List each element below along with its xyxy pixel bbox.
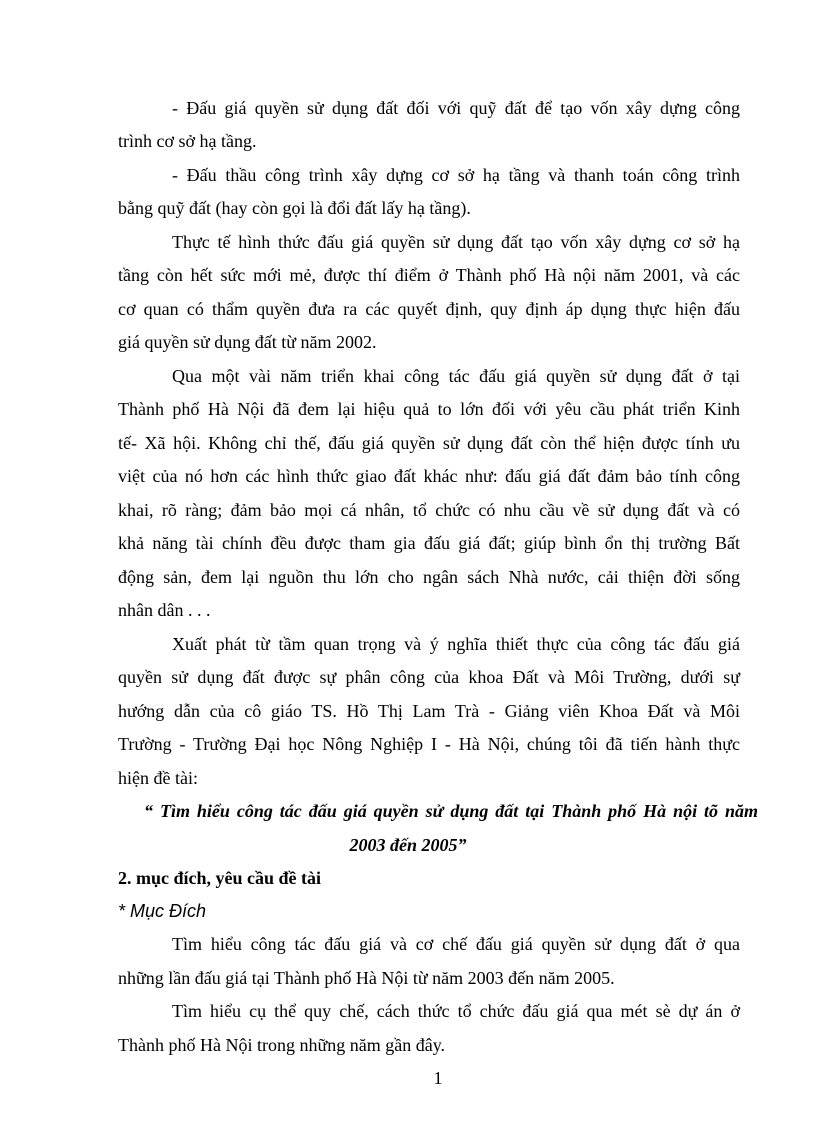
text-line: - Đấu thầu công trình xây dựng cơ sở hạ tầng và thanh toán công trình <box>172 165 740 185</box>
text-line: khả năng tài chính đều được tham gia đấu giá đất; giúp bình ổn thị trường Bất <box>118 533 740 553</box>
text-line: Thành phố Hà Nội đã đem lại hiệu quả to lớn đối với yêu cầu phát triển Kinh <box>118 399 740 419</box>
text-line: tế- Xã hội. Không chỉ thế, đấu giá quyền sử dụng đất còn thể hiện được tính ưu <box>118 433 740 453</box>
page-number: 1 <box>433 1068 443 1088</box>
text-line: khai, rõ ràng; đảm bảo mọi cá nhân, tổ chức có nhu cầu về sử dụng đất và có <box>118 500 740 520</box>
text-line: quyền sử dụng đất được sự phân công của khoa Đất và Môi Trường, dưới sự <box>118 667 740 687</box>
text-line: hướng dẫn của cô giáo TS. Hồ Thị Lam Trà - Giảng viên Khoa Đất và Môi <box>118 701 740 721</box>
text-line: bằng quỹ đất (hay còn gọi là đổi đất lấy hạ tầng). <box>118 198 471 218</box>
text-line: - Đấu giá quyền sử dụng đất đối với quỹ đất để tạo vốn xây dựng công <box>172 98 740 118</box>
thesis-title-line: “ Tìm hiểu công tác đấu giá quyền sử dụng đất tại Thành phố Hà nội tõ năm <box>144 801 758 821</box>
text-line: Thực tế hình thức đấu giá quyền sử dụng đất tạo vốn xây dựng cơ sở hạ <box>172 232 740 252</box>
text-line: Trường - Trường Đại học Nông Nghiệp I - Hà Nội, chúng tôi đã tiến hành thực <box>118 734 740 754</box>
text-line: việt của nó hơn các hình thức giao đất khác như: đấu giá đất đảm bảo tính công <box>118 466 740 486</box>
thesis-title-line: 2003 đến 2005” <box>349 835 467 855</box>
text-line: Tìm hiểu công tác đấu giá và cơ chế đấu giá quyền sử dụng đất ở qua <box>172 934 740 954</box>
text-line: Qua một vài năm triển khai công tác đấu giá quyền sử dụng đất ở tại <box>172 366 740 386</box>
section-heading: 2. mục đích, yêu cầu đề tài <box>118 868 322 888</box>
text-line: nhân dân . . . <box>118 600 211 620</box>
text-line: những lần đấu giá tại Thành phố Hà Nội từ năm 2003 đến năm 2005. <box>118 968 615 988</box>
text-line: Tìm hiểu cụ thể quy chế, cách thức tổ chức đấu giá qua mét sè dự án ở <box>172 1001 740 1021</box>
text-line: Thành phố Hà Nội trong những năm gần đây. <box>118 1035 446 1055</box>
text-line: trình cơ sở hạ tầng. <box>118 131 257 151</box>
subheading: * Mục Đích <box>118 901 207 921</box>
text-line: cơ quan có thẩm quyền đưa ra các quyết định, quy định áp dụng thực hiện đấu <box>118 299 740 319</box>
text-line: Xuất phát từ tầm quan trọng và ý nghĩa thiết thực của công tác đấu giá <box>172 634 740 654</box>
text-line: giá quyền sử dụng đất từ năm 2002. <box>118 332 377 352</box>
text-line: động sản, đem lại nguồn thu lớn cho ngân sách Nhà nước, cải thiện đời sống <box>118 567 740 587</box>
text-line: hiện đề tài: <box>118 768 198 788</box>
text-line: tầng còn hết sức mới mẻ, được thí điểm ở Thành phố Hà nội năm 2001, và các <box>118 265 740 285</box>
